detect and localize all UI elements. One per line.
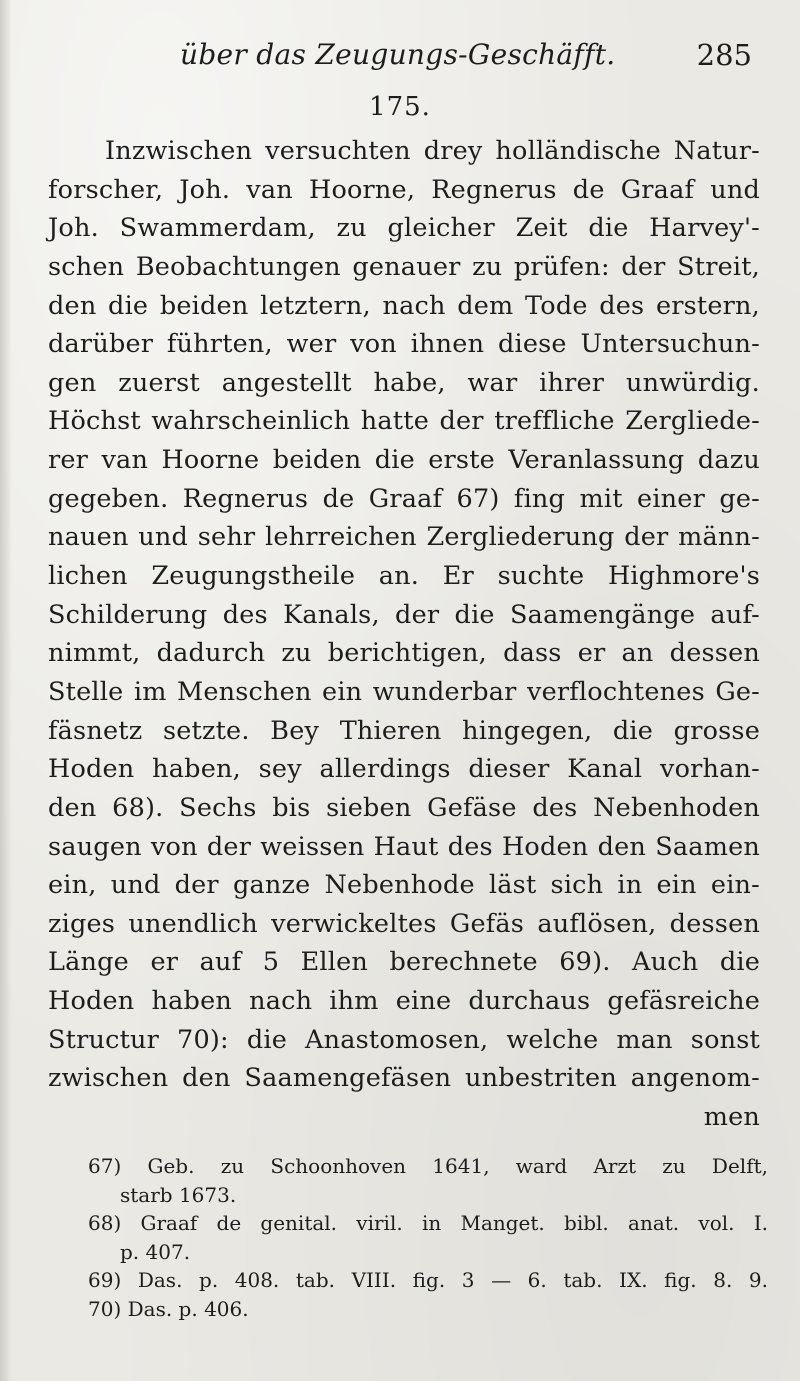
text-line: darüber führten, wer von ihnen diese Untersuchun-: [48, 329, 760, 360]
text-line: zwischen den Saamengefäsen unbestriten angenom-: [48, 1063, 760, 1094]
page-number: 285: [696, 38, 752, 72]
section-number: 175.: [369, 92, 431, 122]
text-line: nauen und sehr lehrreichen Zergliederung der männ-: [48, 522, 760, 553]
text-line: Stelle im Menschen ein wunderbar verflochtenes Ge-: [48, 676, 760, 707]
footnotes: [88, 1152, 768, 1323]
text-line: Hoden haben nach ihm eine durchaus gefäsreiche: [48, 986, 760, 1017]
footnote-line: p. 407.: [120, 1239, 191, 1264]
text-line: saugen von der weissen Haut des Hoden den Saamen: [48, 831, 760, 862]
body-text: [48, 132, 760, 1137]
text-line: fäsnetz setzte. Bey Thieren hingegen, die grosse: [48, 715, 760, 746]
text-line: Joh. Swammerdam, zu gleicher Zeit die Harvey'-: [48, 213, 760, 244]
page-edge-shadow: [0, 0, 12, 1381]
text-line: gen zuerst angestellt habe, war ihrer unwürdig.: [48, 367, 760, 398]
text-line: forscher, Joh. van Hoorne, Regnerus de Graaf und: [48, 174, 760, 205]
text-line: Höchst wahrscheinlich hatte der treffliche Zergliede-: [48, 406, 760, 437]
footnote-line: 68) Graaf de genital. viril. in Manget. bibl. anat. vol. I.: [88, 1211, 768, 1235]
text-line: Inzwischen versuchten drey holländische Natur-: [105, 136, 760, 166]
text-line: Structur 70): die Anastomosen, welche man sonst: [48, 1024, 760, 1055]
text-line: schen Beobachtungen genauer zu prüfen: der Streit,: [48, 251, 760, 282]
footnote-line: 70) Das. p. 406.: [88, 1296, 249, 1321]
page-header: [180, 34, 752, 84]
catchword-line: men: [703, 1102, 760, 1133]
text-line: gegeben. Regnerus de Graaf 67) fing mit einer ge-: [48, 483, 760, 514]
footnote-line: 69) Das. p. 408. tab. VIII. fig. 3 — 6. tab. IX. fig. 8. 9.: [88, 1268, 768, 1292]
text-line: den die beiden letztern, nach dem Tode des erstern,: [48, 290, 760, 321]
text-line: Hoden haben, sey allerdings dieser Kanal vorhan-: [48, 754, 760, 785]
footnote-line: 67) Geb. zu Schoonhoven 1641, ward Arzt zu Delft,: [88, 1154, 768, 1178]
text-line: Schilderung des Kanals, der die Saamengänge auf-: [48, 599, 760, 630]
text-line: ein, und der ganze Nebenhode läst sich in ein ein-: [48, 870, 760, 901]
running-head: über das Zeugungs-Geschäfft.: [180, 38, 616, 71]
text-line: nimmt, dadurch zu berichtigen, dass er an dessen: [48, 638, 760, 669]
text-line: Länge er auf 5 Ellen berechnete 69). Auch die: [48, 947, 760, 978]
footnote-line: starb 1673.: [120, 1182, 237, 1207]
text-line: den 68). Sechs bis sieben Gefäse des Nebenhoden: [48, 792, 760, 823]
text-line: lichen Zeugungstheile an. Er suchte Highmore's: [48, 561, 760, 592]
text-line: rer van Hoorne beiden die erste Veranlassung dazu: [48, 445, 760, 476]
text-line: ziges unendlich verwickeltes Gefäs auflösen, dessen: [48, 908, 760, 939]
